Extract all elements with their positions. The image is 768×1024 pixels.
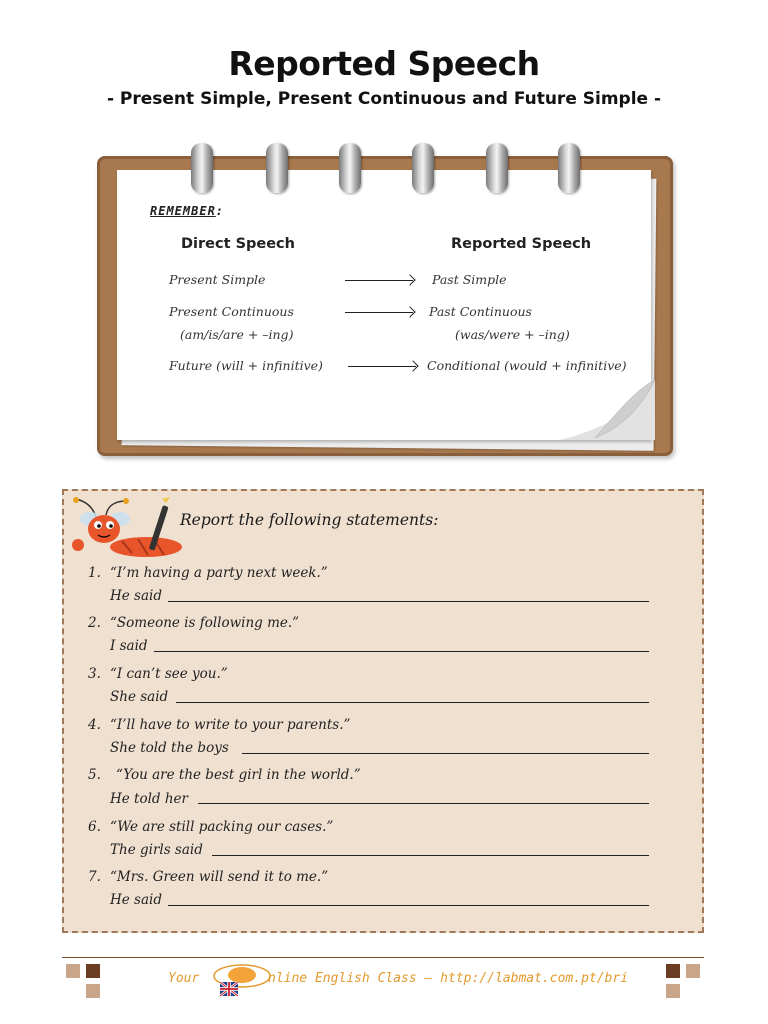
binder-ring-icon [558, 143, 580, 193]
exercise-item-quote: “You are the best girl in the world.” [116, 767, 361, 783]
binder-ring-icon [191, 143, 213, 193]
exercise-item-lead: He said [110, 892, 162, 908]
rule-direct: Present Simple [169, 272, 266, 287]
rule-reported: Past Simple [432, 272, 507, 287]
answer-line[interactable] [198, 803, 649, 804]
page-subtitle: - Present Simple, Present Continuous and Future Simple - [106, 89, 662, 109]
rule-reported-note: (was/were + –ing) [455, 327, 570, 342]
exercise-item-quote: “I’m having a party next week.” [110, 565, 328, 581]
exercise-item-number: 1. [88, 565, 101, 581]
rule-reported: Conditional (would + infinitive) [427, 358, 627, 373]
exercise-item-number: 3. [88, 666, 101, 682]
decor-square [66, 964, 80, 978]
bee-mascot-icon [62, 497, 190, 563]
rule-reported: Past Continuous [429, 304, 532, 319]
exercise-item-lead: She told the boys [110, 740, 229, 756]
answer-line[interactable] [168, 601, 649, 602]
exercise-item-number: 2. [88, 615, 101, 631]
exercise-item-lead: The girls said [110, 842, 203, 858]
decor-square [666, 984, 680, 998]
reported-speech-heading: Reported Speech [451, 236, 592, 252]
exercise-item-lead: She said [110, 689, 169, 705]
footer-site: nline English Class – http://labmat.com.pt/bri [268, 971, 629, 986]
binder-ring-icon [412, 143, 434, 193]
binder-ring-icon [339, 143, 361, 193]
exercise-item-quote: “I can’t see you.” [110, 666, 228, 682]
rule-direct: Present Continuous [169, 304, 294, 319]
exercise-item-lead: He told her [110, 791, 188, 807]
answer-line[interactable] [168, 905, 649, 906]
exercise-item-number: 6. [88, 819, 101, 835]
answer-line[interactable] [176, 702, 649, 703]
rule-direct: Future (will + infinitive) [169, 358, 323, 373]
exercise-item-lead: He said [110, 588, 162, 604]
exercise-item-quote: “Mrs. Green will send it to me.” [110, 869, 329, 885]
decor-square [86, 964, 100, 978]
footer-divider [62, 957, 704, 958]
decor-square [86, 984, 100, 998]
direct-speech-heading: Direct Speech [181, 236, 295, 252]
page-title: Reported Speech [228, 44, 540, 83]
binder-ring-icon [486, 143, 508, 193]
decor-square [686, 964, 700, 978]
exercise-item-lead: I said [110, 638, 148, 654]
globe-logo-icon [212, 962, 272, 1002]
exercise-instruction: Report the following statements: [180, 511, 439, 529]
exercise-item-quote: “Someone is following me.” [110, 615, 300, 631]
arrow-right-icon [345, 312, 413, 313]
answer-line[interactable] [242, 753, 649, 754]
arrow-right-icon [345, 280, 413, 281]
exercise-item-number: 4. [88, 717, 101, 733]
exercise-item-number: 5. [88, 767, 101, 783]
footer-your: Your [168, 971, 200, 986]
page-curl-icon [560, 380, 655, 440]
answer-line[interactable] [212, 855, 649, 856]
binder-ring-icon [266, 143, 288, 193]
exercise-item-number: 7. [88, 869, 101, 885]
answer-line[interactable] [154, 651, 649, 652]
arrow-right-icon [348, 366, 416, 367]
exercise-item-quote: “I’ll have to write to your parents.” [110, 717, 351, 733]
rule-direct-note: (am/is/are + –ing) [180, 327, 294, 342]
decor-square [666, 964, 680, 978]
remember-label: REMEMBER: [150, 204, 225, 218]
exercise-item-quote: “We are still packing our cases.” [110, 819, 334, 835]
